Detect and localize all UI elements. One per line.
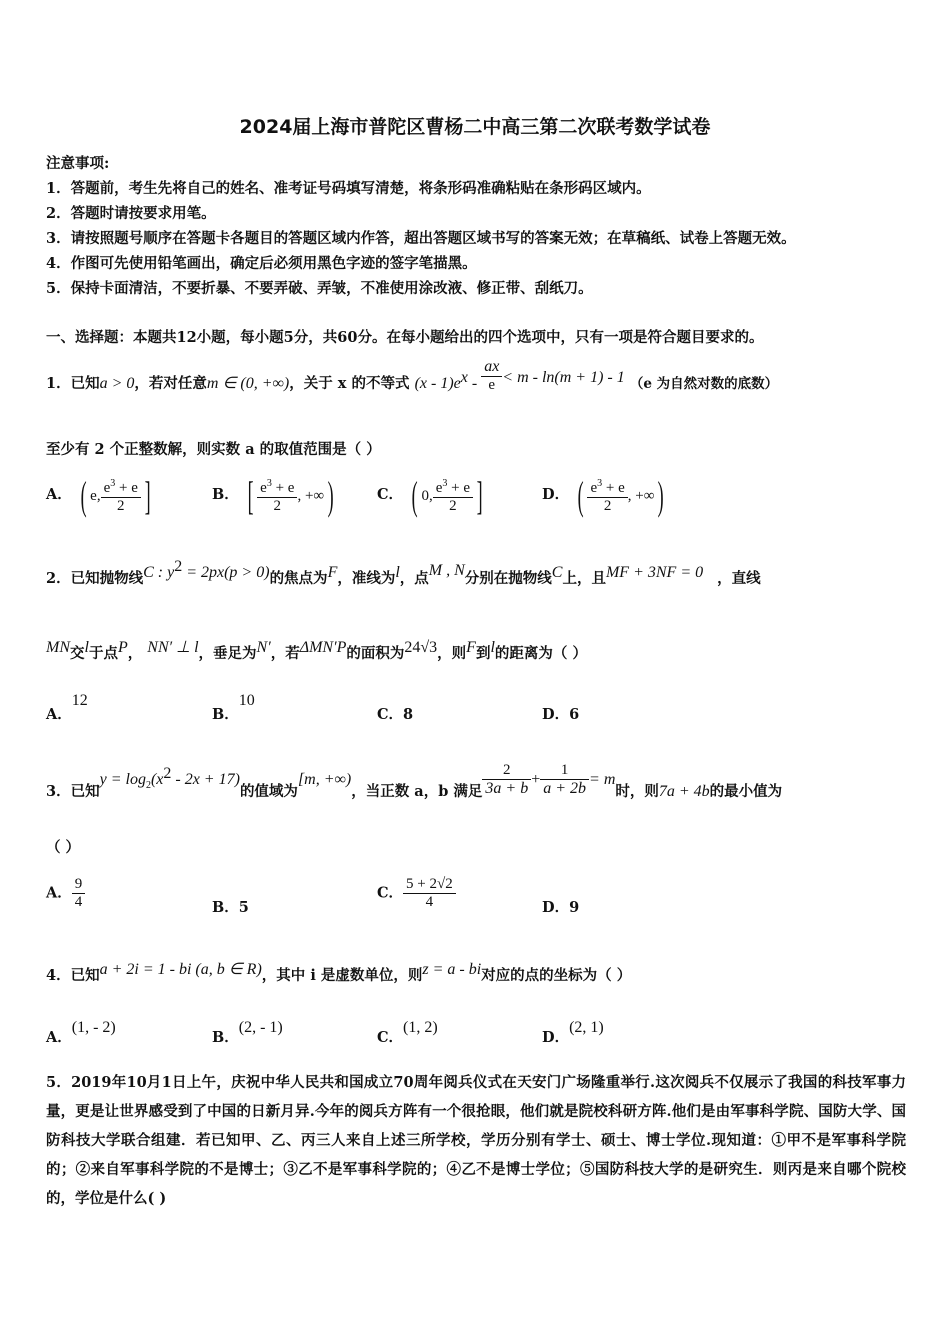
q2-option-b[interactable]: B．10 bbox=[212, 692, 255, 723]
question-4: 4．已知a + 2i = 1 - bi (a, b ∈ R)，其中 i 是虚数单位，则z = a - bi对应的点的坐标为（ ） bbox=[46, 961, 632, 984]
q2-option-d[interactable]: D．6 bbox=[542, 706, 580, 723]
notice-item-3: 3．请按照题号顺序在答题卡各题目的答题区域内作答，超出答题区域书写的答案无效；在草稿纸、试卷上答题无效。 bbox=[46, 230, 796, 247]
notice-item-4: 4．作图可先使用铅笔画出，确定后必须用黑色字迹的签字笔描黑。 bbox=[46, 255, 477, 272]
q1-option-a[interactable]: A． ( e, $\frac{e^3 + e}{2}$ ] bbox=[46, 473, 151, 518]
question-3: 3．已知$y = \log_2(x^2 - 2x + 17)$的值域为[m, +∞)，当正数 a，b 满足 $\frac{2}{3a + b}$ + $\frac{1}{a + 2b}$ = m时，则7a + 4b的最小值为 bbox=[46, 762, 783, 800]
notice-heading: 注意事项: bbox=[46, 155, 110, 172]
exam-title: 2024届上海市普陀区曹杨二中高三第二次联考数学试卷 bbox=[239, 116, 711, 138]
q4-option-d[interactable]: D．(2, 1) bbox=[542, 1019, 604, 1046]
q1-option-b[interactable]: B． [ $\frac{e^3 + e}{2}$ , +∞ ) bbox=[212, 473, 334, 518]
question-2-line-2: MN交l于点P， NN′ ⊥ l，垂足为N′，若ΔMN′P的面积为24√3，则F到l的距离为（ ） bbox=[46, 639, 587, 662]
q2-option-c[interactable]: C．8 bbox=[377, 706, 414, 723]
question-3-paren: （ ） bbox=[46, 839, 81, 856]
notice-item-1: 1．答题前，考生先将自己的姓名、准考证号码填写清楚，将条形码准确粘贴在条形码区域内。 bbox=[46, 180, 651, 197]
question-5: 5．2019年10月1日上午，庆祝中华人民共和国成立70周年阅兵仪式在天安门广场隆重举行.这次阅兵不仅展示了我国的科技军事力量，更是让世界感受到了中国的日新月异.今年的阅兵方阵有一个很抢眼，他们就是院校科研方阵.他们是由军事科学院、国防大学、国防科技大学联合组建．若已知甲、乙、丙三人来自上述三所学校，学历分别有学士、硕士、博士学位.现知道：①甲不是军事科学院的；②来自军事科学院的不是博士；③乙不是军事科学院的；④乙不是博士学位；⑤国防科技大学的是研究生．则丙是来自哪个院校的，学位是什么( ) bbox=[46, 1074, 906, 1207]
q4-option-b[interactable]: B．(2, - 1) bbox=[212, 1019, 283, 1046]
question-1-line-2: 至少有 2 个正整数解，则实数 a 的取值范围是（ ） bbox=[46, 441, 381, 458]
question-1: 1．已知a > 0，若对任意m ∈ (0, +∞)，关于 x 的不等式 $(x - 1)e^x$ - $\frac{ax}{e}$ < m - ln(m + 1) - 1 （e 为自然对数的底数） bbox=[46, 358, 779, 393]
notice-item-2: 2．答题时请按要求用笔。 bbox=[46, 205, 216, 222]
notice-item-5: 5．保持卡面清洁，不要折暴、不要弄破、弄皱，不准使用涂改液、修正带、刮纸刀。 bbox=[46, 280, 593, 297]
q3-option-a[interactable]: A． $\frac{9}{4}$ bbox=[46, 876, 85, 911]
question-2: 2．已知抛物线C : $y^2 = 2px(p > 0)$的焦点为F，准线为l，点M , N分别在抛物线C上，且MF + 3NF = 0 ，直线 bbox=[46, 558, 761, 587]
q3-option-b[interactable]: B．5 bbox=[212, 899, 249, 916]
q1-option-d[interactable]: D． ( $\frac{e^3 + e}{2}$ , +∞ ) bbox=[542, 473, 665, 518]
section-heading: 一、选择题：本题共12小题，每小题5分，共60分。在每小题给出的四个选项中，只有一项是符合题目要求的。 bbox=[46, 329, 764, 346]
q4-option-a[interactable]: A．(1, - 2) bbox=[46, 1019, 116, 1046]
q3-option-c[interactable]: C． $\frac{5 + 2√2}{4}$ bbox=[377, 876, 456, 911]
q1-option-c[interactable]: C． ( 0, $\frac{e^3 + e}{2}$ ] bbox=[377, 473, 483, 518]
q4-option-c[interactable]: C．(1, 2) bbox=[377, 1019, 438, 1046]
q3-option-d[interactable]: D．9 bbox=[542, 899, 580, 916]
q2-option-a[interactable]: A．12 bbox=[46, 692, 88, 723]
